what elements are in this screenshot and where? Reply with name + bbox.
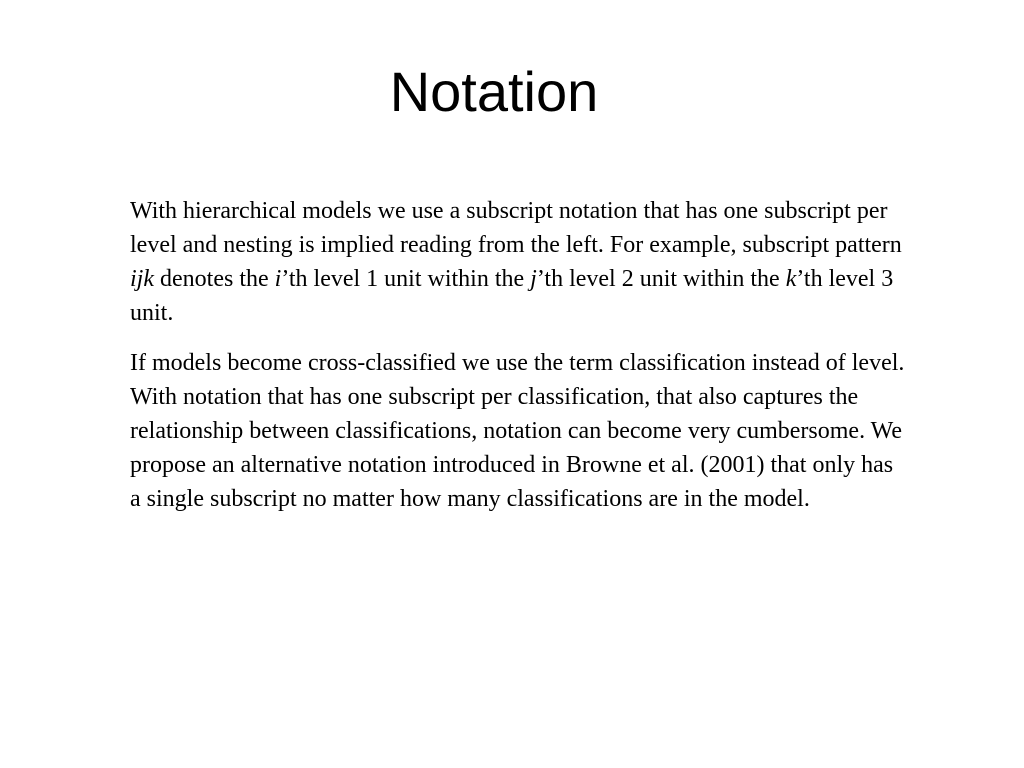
p1-text-1: With hierarchical models we use a subscript notation that has one subscript per level and nesting is implied reading from the left. For example, subscript pattern [130, 198, 902, 258]
p1-text-2: denotes the [154, 266, 275, 292]
p1-italic-ijk: ijk [130, 266, 154, 292]
p1-italic-j: j [530, 266, 537, 292]
paragraph-hierarchical-notation [130, 194, 908, 330]
slide-body [130, 194, 908, 532]
p1-italic-i: i [274, 266, 282, 292]
paragraph-cross-classified: If models become cross-classified we use the term classification instead of level. With notation that has one subscript per classification, that also captures the relationship between classifications, notation can become very cumbersome. We propose an alternative notation introduced in Browne et al. (2001) that only has a single subscript no matter how many classifications are in the model. [130, 350, 905, 512]
p1-text-4: ’th level 2 unit within the [536, 266, 786, 292]
p1-text-5: ’th level 3 unit. [130, 266, 894, 326]
p1-italic-k: k [785, 266, 797, 292]
slide-title: Notation [389, 60, 599, 123]
p1-text-3: ’th level 1 unit within the [281, 266, 531, 292]
